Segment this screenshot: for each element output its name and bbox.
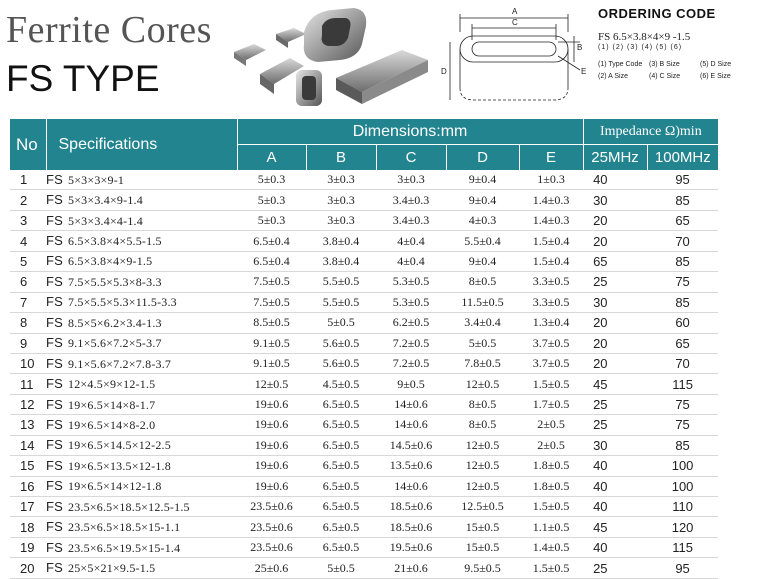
cell-d: 5.5±0.4 [446,231,519,251]
cell-c: 4±0.4 [376,231,446,251]
cell-spec [46,394,237,414]
cell-prefix: FS [46,233,64,249]
cell-b: 3.8±0.4 [306,251,376,271]
table-row [10,374,718,394]
ordering-code-example: FS 6.5×3.8×4×9 -1.5 [598,31,691,43]
cell-e: 1.4±0.3 [519,190,583,210]
table-row [10,190,718,210]
cell-b: 5±0.5 [306,313,376,333]
legend-item: (4) C Size [649,73,681,80]
cell-b: 6.5±0.5 [306,497,376,517]
cell-b: 4.5±0.5 [306,374,376,394]
cell-d: 15±0.5 [446,517,519,537]
cell-a: 23.5±0.6 [237,497,306,517]
cell-d: 5±0.5 [446,333,519,353]
cell-100mhz: 85 [647,190,718,210]
cell-d: 12±0.5 [446,435,519,455]
cell-spec-code: 19×6.5×13.5×12-1.8 [68,458,171,473]
ordering-code [598,6,758,83]
cell-a: 5±0.3 [237,190,306,210]
cell-c: 18.5±0.6 [376,497,446,517]
cell-spec-code: 6.5×3.8×4×5.5-1.5 [68,234,162,249]
header-no: No [10,119,46,170]
cell-a: 23.5±0.6 [237,537,306,557]
cell-spec [46,292,237,312]
cell-prefix: FS [46,560,64,576]
table-row [10,435,718,455]
table-row [10,292,718,312]
cell-a: 19±0.6 [237,394,306,414]
cell-spec [46,231,237,251]
cell-spec [46,353,237,373]
cell-25mhz: 40 [583,497,647,517]
cell-b: 6.5±0.5 [306,517,376,537]
cell-c: 3.4±0.3 [376,210,446,230]
cell-a: 7.5±0.5 [237,292,306,312]
cell-c: 13.5±0.6 [376,456,446,476]
cell-e: 1.4±0.3 [519,210,583,230]
cell-c: 7.2±0.5 [376,333,446,353]
cell-prefix: FS [46,273,64,289]
table-row [10,517,718,537]
cell-a: 9.1±0.5 [237,353,306,373]
cell-b: 3±0.3 [306,170,376,190]
cell-spec-code: 9.1×5.6×7.2×5-3.7 [68,336,162,351]
table-header-row [10,119,718,145]
cell-spec [46,476,237,496]
cell-prefix: FS [46,314,64,330]
cell-e: 1.5±0.4 [519,231,583,251]
cell-d: 8±0.5 [446,272,519,292]
cell-d: 11.5±0.5 [446,292,519,312]
cell-a: 19±0.6 [237,456,306,476]
cell-d: 15±0.5 [446,537,519,557]
table-row [10,353,718,373]
cell-e: 1.5±0.4 [519,251,583,271]
cell-25mhz: 40 [583,476,647,496]
cell-100mhz: 120 [647,517,718,537]
cell-25mhz: 20 [583,313,647,333]
cell-spec-code: 7.5×5.5×5.3×11.5-3.3 [68,295,177,310]
cell-prefix: FS [46,396,64,412]
cell-spec-code: 25×5×21×9.5-1.5 [68,561,156,576]
cell-no: 18 [10,517,46,537]
cell-100mhz: 115 [647,537,718,557]
cell-25mhz: 40 [583,170,647,190]
cell-no: 17 [10,497,46,517]
cell-d: 9±0.4 [446,251,519,271]
cell-e: 1.5±0.5 [519,497,583,517]
cell-25mhz: 25 [583,272,647,292]
cell-c: 7.2±0.5 [376,353,446,373]
cell-b: 6.5±0.5 [306,394,376,414]
cell-b: 6.5±0.5 [306,476,376,496]
legend-item: (5) D Size [700,61,732,68]
cell-25mhz: 20 [583,353,647,373]
cell-25mhz: 45 [583,517,647,537]
cell-d: 12±0.5 [446,476,519,496]
cell-25mhz: 30 [583,435,647,455]
cell-e: 1.7±0.5 [519,394,583,414]
cell-100mhz: 65 [647,210,718,230]
cell-e: 2±0.5 [519,415,583,435]
cell-spec-code: 23.5×6.5×18.5×12.5-1.5 [68,499,190,514]
cell-no: 11 [10,374,46,394]
cell-spec-code: 8.5×5×6.2×3.4-1.3 [68,315,162,330]
cell-e: 3.3±0.5 [519,272,583,292]
cell-100mhz: 100 [647,456,718,476]
cell-d: 9±0.4 [446,170,519,190]
header-impedance: Impedance Ω)min [583,119,718,145]
cell-spec [46,537,237,557]
label-e: E [581,67,587,76]
cell-25mhz: 40 [583,456,647,476]
cell-c: 3.4±0.3 [376,190,446,210]
cell-prefix: FS [46,498,64,514]
cell-100mhz: 95 [647,558,718,578]
cell-spec [46,435,237,455]
cell-b: 3±0.3 [306,190,376,210]
cell-prefix: FS [46,192,64,208]
cell-no: 7 [10,292,46,312]
cell-e: 1.8±0.5 [519,476,583,496]
ordering-code-title: ORDERING CODE [598,6,716,21]
cell-e: 1.5±0.5 [519,374,583,394]
cell-spec-code: 19×6.5×14×8-2.0 [68,417,156,432]
cell-b: 5±0.5 [306,558,376,578]
cell-e: 3.7±0.5 [519,353,583,373]
cell-25mhz: 20 [583,231,647,251]
cell-100mhz: 75 [647,394,718,414]
cell-c: 6.2±0.5 [376,313,446,333]
cell-100mhz: 65 [647,333,718,353]
header-c: C [376,145,446,171]
cell-spec-code: 19×6.5×14×8-1.7 [68,397,156,412]
cell-spec-code: 9.1×5.6×7.2×7.8-3.7 [68,356,172,371]
cell-prefix: FS [46,294,64,310]
cell-100mhz: 85 [647,435,718,455]
cell-c: 4±0.4 [376,251,446,271]
cell-25mhz: 65 [583,251,647,271]
cell-e: 3.7±0.5 [519,333,583,353]
cell-100mhz: 85 [647,292,718,312]
page-subtitle: FS TYPE [6,58,160,99]
cell-spec [46,517,237,537]
cell-d: 12±0.5 [446,456,519,476]
cell-d: 3.4±0.4 [446,313,519,333]
cell-spec [46,210,237,230]
cell-no: 6 [10,272,46,292]
cell-spec-code: 23.5×6.5×19.5×15-1.4 [68,540,181,555]
cell-a: 9.1±0.5 [237,333,306,353]
cell-b: 5.6±0.5 [306,353,376,373]
cell-100mhz: 100 [647,476,718,496]
cell-b: 5.6±0.5 [306,333,376,353]
cell-prefix: FS [46,478,64,494]
cell-no: 13 [10,415,46,435]
cell-25mhz: 20 [583,333,647,353]
label-c: C [512,18,518,27]
legend-item: (2) A Size [598,73,628,80]
cell-no: 14 [10,435,46,455]
cell-e: 1.5±0.5 [519,558,583,578]
cell-e: 1.3±0.4 [519,313,583,333]
table-row [10,497,718,517]
cell-prefix: FS [46,253,64,269]
cell-b: 6.5±0.5 [306,415,376,435]
table-row [10,537,718,557]
cell-spec [46,456,237,476]
header-d: D [446,145,519,171]
label-a: A [512,7,518,16]
cell-25mhz: 25 [583,394,647,414]
cell-b: 3.8±0.4 [306,231,376,251]
cell-100mhz: 115 [647,374,718,394]
table-row [10,558,718,578]
table-row [10,415,718,435]
header-100mhz: 100MHz [647,145,718,171]
cell-spec [46,333,237,353]
cell-spec [46,313,237,333]
cell-b: 5.5±0.5 [306,292,376,312]
cell-spec-code: 5×3×3.4×4-1.4 [68,213,143,228]
cell-spec [46,190,237,210]
cell-no: 10 [10,353,46,373]
cell-prefix: FS [46,171,64,187]
cell-no: 4 [10,231,46,251]
cell-spec [46,415,237,435]
cell-d: 7.8±0.5 [446,353,519,373]
cell-no: 8 [10,313,46,333]
cell-c: 5.3±0.5 [376,292,446,312]
cell-spec-code: 19×6.5×14×12-1.8 [68,479,162,494]
cell-a: 6.5±0.4 [237,251,306,271]
cell-no: 5 [10,251,46,271]
cell-spec-code: 23.5×6.5×18.5×15-1.1 [68,520,181,535]
cell-prefix: FS [46,457,64,473]
cell-b: 6.5±0.5 [306,537,376,557]
cell-c: 3±0.3 [376,170,446,190]
cell-spec-code: 5×3×3.4×9-1.4 [68,193,143,208]
table-row [10,170,718,190]
table-row [10,333,718,353]
cell-a: 19±0.6 [237,435,306,455]
cell-c: 5.3±0.5 [376,272,446,292]
cell-a: 23.5±0.6 [237,517,306,537]
table-row [10,394,718,414]
cell-d: 8±0.5 [446,415,519,435]
cell-d: 12±0.5 [446,374,519,394]
header-a: A [237,145,306,171]
cell-b: 6.5±0.5 [306,435,376,455]
cell-spec-code: 19×6.5×14.5×12-2.5 [68,438,171,453]
cell-a: 7.5±0.5 [237,272,306,292]
legend-item: (1) Type Code [598,61,643,68]
cell-a: 12±0.5 [237,374,306,394]
cell-e: 2±0.5 [519,435,583,455]
cell-d: 9.5±0.5 [446,558,519,578]
cell-b: 3±0.3 [306,210,376,230]
cell-spec [46,374,237,394]
label-d: D [441,67,447,76]
cell-b: 6.5±0.5 [306,456,376,476]
cell-100mhz: 85 [647,251,718,271]
table-row [10,456,718,476]
cell-a: 5±0.3 [237,170,306,190]
cell-100mhz: 110 [647,497,718,517]
header-dimensions: Dimensions:mm [237,119,583,145]
cell-prefix: FS [46,376,64,392]
cell-prefix: FS [46,355,64,371]
cell-spec [46,251,237,271]
specifications-table [10,119,718,579]
cell-d: 12.5±0.5 [446,497,519,517]
cell-a: 25±0.6 [237,558,306,578]
cell-c: 21±0.6 [376,558,446,578]
label-b: B [577,43,583,52]
cell-100mhz: 95 [647,170,718,190]
page-title: Ferrite Cores [6,9,212,51]
ferrite-cores-photo [232,2,432,114]
cell-no: 12 [10,394,46,414]
cell-prefix: FS [46,212,64,228]
cell-100mhz: 70 [647,231,718,251]
cell-a: 6.5±0.4 [237,231,306,251]
cell-no: 20 [10,558,46,578]
cell-100mhz: 60 [647,313,718,333]
cell-e: 1±0.3 [519,170,583,190]
table-row [10,313,718,333]
cell-a: 19±0.6 [237,476,306,496]
ordering-code-index: (1) (2) (3) (4) (5) (6) [598,44,683,51]
cell-b: 5.5±0.5 [306,272,376,292]
cell-prefix: FS [46,437,64,453]
cell-spec-code: 5×3×3×9-1 [68,172,125,187]
header-25mhz: 25MHz [583,145,647,171]
cell-no: 15 [10,456,46,476]
cell-c: 14.5±0.6 [376,435,446,455]
header-specifications: Specifications [46,119,237,170]
cell-spec-code: 7.5×5.5×5.3×8-3.3 [68,274,162,289]
cell-no: 1 [10,170,46,190]
cell-spec [46,497,237,517]
cell-100mhz: 75 [647,272,718,292]
cell-prefix: FS [46,416,64,432]
cell-25mhz: 40 [583,537,647,557]
table-row [10,231,718,251]
cell-spec-code: 12×4.5×9×12-1.5 [68,377,156,392]
legend-item: (3) B Size [649,61,680,68]
cell-25mhz: 25 [583,558,647,578]
cell-d: 9±0.4 [446,190,519,210]
cell-prefix: FS [46,539,64,555]
ordering-code-legend [598,59,758,83]
cell-prefix: FS [46,335,64,351]
cell-100mhz: 75 [647,415,718,435]
cell-spec [46,170,237,190]
cell-25mhz: 45 [583,374,647,394]
cell-c: 14±0.6 [376,476,446,496]
cell-no: 19 [10,537,46,557]
cell-100mhz: 70 [647,353,718,373]
cell-c: 18.5±0.6 [376,517,446,537]
cell-no: 9 [10,333,46,353]
cell-25mhz: 25 [583,415,647,435]
cell-spec-code: 6.5×3.8×4×9-1.5 [68,254,153,269]
legend-item: (6) E Size [700,73,731,80]
dimension-drawing [438,2,588,114]
cell-c: 14±0.6 [376,415,446,435]
cell-a: 19±0.6 [237,415,306,435]
table-row [10,210,718,230]
cell-no: 3 [10,210,46,230]
cell-25mhz: 30 [583,292,647,312]
cell-e: 1.4±0.5 [519,537,583,557]
cell-d: 8±0.5 [446,394,519,414]
cell-25mhz: 20 [583,210,647,230]
cell-a: 8.5±0.5 [237,313,306,333]
cell-no: 16 [10,476,46,496]
header-b: B [306,145,376,171]
table-row [10,251,718,271]
cell-prefix: FS [46,519,64,535]
cell-e: 3.3±0.5 [519,292,583,312]
cell-spec [46,272,237,292]
header-e: E [519,145,583,171]
cell-no: 2 [10,190,46,210]
cell-c: 14±0.6 [376,394,446,414]
cell-c: 19.5±0.6 [376,537,446,557]
cell-d: 4±0.3 [446,210,519,230]
cell-e: 1.8±0.5 [519,456,583,476]
cell-spec [46,558,237,578]
table-row [10,476,718,496]
cell-c: 9±0.5 [376,374,446,394]
cell-25mhz: 30 [583,190,647,210]
cell-a: 5±0.3 [237,210,306,230]
table-row [10,272,718,292]
cell-e: 1.1±0.5 [519,517,583,537]
